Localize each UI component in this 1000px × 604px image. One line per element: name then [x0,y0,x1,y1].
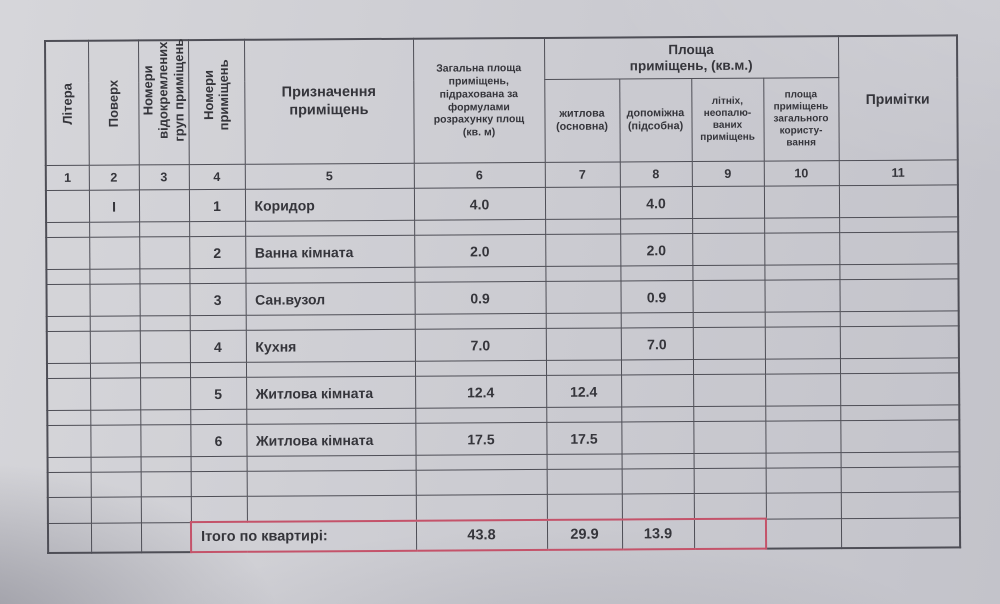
cell-group [139,284,189,316]
cell-notes [839,279,958,312]
totals-common [766,518,841,548]
empty-cell [693,312,765,327]
empty-cell [245,220,414,236]
cell-summer [693,327,765,359]
empty-cell [247,455,416,471]
cell-floor: І [89,190,139,222]
cell-common [765,421,840,453]
empty-cell [546,407,621,422]
cell-summer [693,374,765,406]
column-number: 8 [620,162,692,187]
empty-cell [545,219,620,234]
empty-cell [46,222,89,237]
empty-cell [547,469,622,494]
header-summer: літніх, неопалю- ваних приміщень [691,78,764,161]
cell-summer [693,421,765,453]
header-purpose: Призначення приміщень [244,39,414,165]
empty-cell [90,316,140,331]
cell-summer [692,280,764,312]
empty-cell [840,311,959,327]
cell-living [545,281,620,313]
totals-label: Ітого по квартирі: [191,521,416,552]
cell-floor [89,284,139,316]
cell-litera [46,190,89,222]
cell-purpose: Сан.вузол [245,282,414,315]
empty-cell [47,316,90,331]
totals-living: 29.9 [547,519,622,549]
cell-living [545,187,620,219]
empty-cell [191,471,247,496]
empty-cell [546,313,621,328]
cell-group [140,425,190,457]
empty-cell [414,219,545,235]
empty-cell [141,472,191,497]
empty-cell [89,222,139,237]
header-notes: Примітки [838,35,958,160]
empty-cell [191,456,247,471]
empty-cell [765,312,840,327]
cell-common [764,233,839,265]
empty-cell [47,410,90,425]
column-number: 6 [414,162,545,188]
totals-total-area: 43.8 [416,520,547,551]
column-number: 7 [545,162,620,187]
empty-cell [191,496,247,522]
column-number: 5 [245,163,414,189]
cell-purpose: Коридор [245,188,414,221]
empty-cell [189,221,245,236]
empty-cell [141,457,191,472]
empty-cell [90,363,140,378]
cell-room-no: 1 [189,189,245,221]
empty-cell [693,359,765,374]
empty-cell [622,494,694,520]
column-number: 2 [89,165,139,190]
empty-cell [245,267,414,283]
cell-notes [839,185,958,218]
empty-cell [90,410,140,425]
empty-cell [764,265,839,280]
header-litera-label: Літера [59,82,75,125]
cell-total-area: 7.0 [415,328,546,361]
empty-cell [46,269,89,284]
cell-purpose: Житлова кімната [246,376,415,409]
cell-room-no: 4 [190,330,246,362]
empty-cell [546,360,621,375]
empty-cell [765,406,840,421]
empty-cell [139,222,189,237]
cell-purpose: Житлова кімната [246,423,415,456]
empty-cell [48,457,91,472]
empty-cell [140,316,190,331]
header-poverh [88,40,139,165]
cell-auxiliary: 4.0 [620,187,692,219]
empty-cell [839,264,958,280]
cell-room-no: 5 [190,377,246,409]
empty-cell [694,468,766,493]
empty-cell [620,266,692,281]
header-living: житлова (основна) [544,79,620,162]
empty-cell [415,407,546,423]
cell-litera [46,237,89,269]
empty-cell [48,523,91,553]
empty-cell [840,358,959,374]
empty-cell [246,361,415,377]
header-total-area: Загальна площа приміщень, підрахована за формулами розрахунку площ (кв. м) [413,38,545,163]
column-number: 9 [692,161,764,186]
header-row-top [45,35,957,82]
cell-floor [90,425,140,457]
column-number: 3 [139,165,189,190]
cell-notes [840,326,959,359]
header-group-numbers [138,40,189,165]
header-auxiliary: допоміжна (підсобна) [619,79,692,162]
column-number: 11 [839,160,958,186]
cell-living: 17.5 [546,422,621,454]
totals-summer [694,519,766,549]
header-group-numbers-label: Номери відокремлених груп приміщень [140,38,187,142]
empty-cell [693,406,765,421]
cell-group [140,378,190,410]
cell-auxiliary [621,422,693,454]
empty-cell [247,495,416,522]
cell-floor [89,237,139,269]
cell-common [764,280,839,312]
cell-purpose: Ванна кімната [245,235,414,268]
empty-cell [91,472,141,497]
cell-summer [692,233,764,265]
cell-group [139,190,189,222]
empty-cell [48,472,91,497]
cell-litera [46,284,89,316]
empty-cell [47,363,90,378]
cell-notes [839,232,958,265]
cell-common [765,374,840,406]
empty-cell [190,362,246,377]
cell-auxiliary [621,375,693,407]
cell-notes [840,420,959,453]
column-number: 1 [46,165,89,190]
empty-cell [89,269,139,284]
header-area-group: Площа приміщень, (кв.м.) [544,36,838,79]
empty-cell [841,452,960,468]
cell-auxiliary: 7.0 [621,328,693,360]
empty-cell [547,454,622,469]
empty-cell [841,467,960,493]
empty-cell [621,360,693,375]
cell-living [545,234,620,266]
empty-cell [766,468,841,493]
cell-total-area: 12.4 [415,375,546,408]
totals-row [48,517,960,553]
cell-group [140,331,190,363]
empty-cell [141,522,191,552]
header-poverh-label: Поверх [105,79,121,127]
empty-cell [621,407,693,422]
empty-cell [840,405,959,421]
empty-cell [246,314,415,330]
cell-total-area: 17.5 [415,422,546,455]
empty-cell [140,363,190,378]
empty-cell [622,469,694,494]
header-litera [45,41,89,166]
apartment-area-table [44,34,961,554]
cell-room-no: 3 [189,283,245,315]
empty-cell [190,315,246,330]
empty-cell [694,453,766,468]
empty-cell [91,457,141,472]
empty-cell [692,265,764,280]
empty-cell [765,359,840,374]
empty-cell [190,409,246,424]
empty-cell [694,493,766,519]
empty-cell [139,269,189,284]
cell-room-no: 6 [190,424,246,456]
cell-auxiliary: 2.0 [620,234,692,266]
empty-cell [766,453,841,468]
empty-cell [621,313,693,328]
empty-cell [839,217,958,233]
cell-total-area: 2.0 [414,234,545,267]
empty-cell [415,360,546,376]
column-number: 4 [189,164,245,189]
cell-group [139,237,189,269]
cell-floor [90,331,140,363]
empty-cell [766,493,841,519]
empty-cell [692,218,764,233]
empty-cell [414,266,545,282]
empty-cell [622,454,694,469]
cell-common [764,186,839,218]
empty-cell [416,454,547,470]
cell-purpose: Кухня [246,329,415,362]
empty-cell [247,470,416,496]
header-common-use: площа приміщень загального користу- вання [763,78,839,161]
empty-cell [841,492,960,518]
cell-living [546,328,621,360]
header-room-numbers [188,40,245,165]
empty-cell [91,497,141,523]
cell-summer [692,186,764,218]
header-room-numbers-label: Номери приміщень [200,59,232,131]
cell-floor [90,378,140,410]
empty-cell [140,410,190,425]
empty-cell [415,313,546,329]
totals-notes [841,517,960,548]
cell-litera [47,331,90,363]
empty-cell [620,219,692,234]
empty-cell [545,266,620,281]
empty-cell [416,494,547,520]
cell-common [765,327,840,359]
empty-cell [141,497,191,523]
empty-cell [547,494,622,520]
cell-notes [840,373,959,406]
cell-litera [47,378,90,410]
cell-total-area: 4.0 [414,187,545,220]
empty-cell [416,469,547,495]
column-number: 10 [764,161,839,186]
empty-cell [91,522,141,552]
cell-room-no: 2 [189,236,245,268]
cell-living: 12.4 [546,375,621,407]
empty-cell [48,497,91,523]
empty-cell [246,408,415,424]
totals-auxiliary: 13.9 [622,519,694,549]
cell-auxiliary: 0.9 [620,281,692,313]
empty-cell [189,268,245,283]
cell-litera [47,425,90,457]
empty-cell [764,218,839,233]
cell-total-area: 0.9 [414,281,545,314]
